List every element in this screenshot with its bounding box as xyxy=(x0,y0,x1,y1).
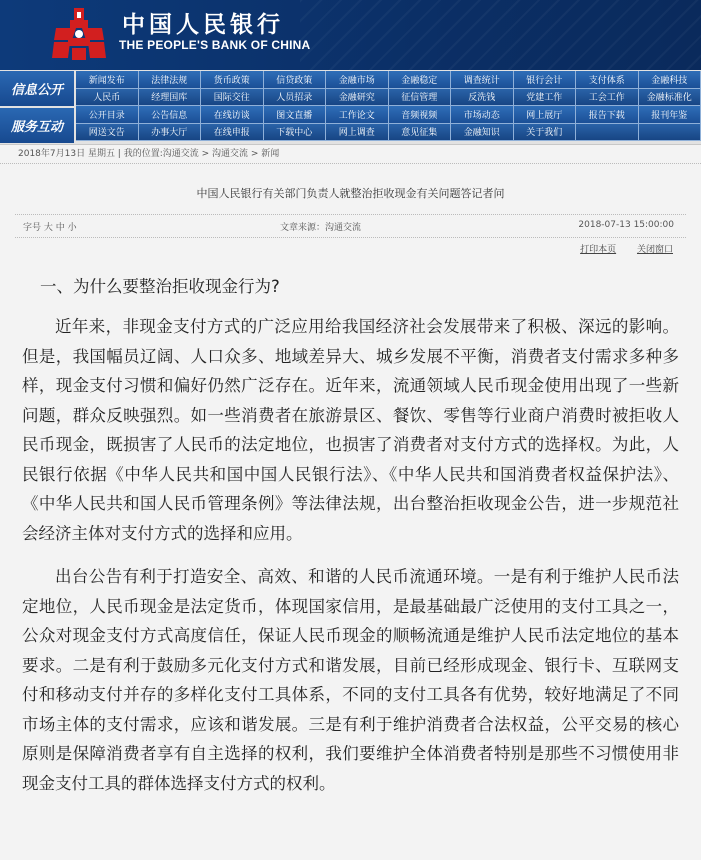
nav-item[interactable]: 经理国库 xyxy=(139,89,202,107)
nav-item[interactable]: 党建工作 xyxy=(514,89,577,107)
breadcrumb: 2018年7月13日 星期五 | 我的位置:沟通交流 > 沟通交流 > 新闻 xyxy=(0,145,701,164)
nav-item[interactable]: 反洗钱 xyxy=(451,89,514,107)
nav-item[interactable]: 支付体系 xyxy=(576,71,639,89)
nav-item[interactable]: 金融研究 xyxy=(326,89,389,107)
font-size-switcher[interactable]: 字号 大 中 小 xyxy=(23,223,77,233)
nav-item[interactable]: 新闻发布 xyxy=(76,71,139,89)
nav-item[interactable]: 信贷政策 xyxy=(264,71,327,89)
close-window-link[interactable]: 关闭窗口 xyxy=(636,245,673,255)
nav-item[interactable]: 调查统计 xyxy=(451,71,514,89)
article-datetime: 2018-07-13 15:00:00 xyxy=(578,220,674,230)
nav-item[interactable]: 意见征集 xyxy=(389,124,452,142)
nav-item[interactable]: 办事大厅 xyxy=(139,124,202,142)
article-body xyxy=(0,258,701,798)
paragraph-2: 出台公告有利于打造安全、高效、和谐的人民币流通环境。一是有利于维护人民币法定地位，人民币现金是法定货币，体现国家信用，是最基础最广泛使用的支付工具之一，公众对现金支付方式高度信任，保证人民币现金的顺畅流通是维护人民币法定地位的基本要求。二是有利于鼓励多元化支付方式和谐发展，目前已经形成现金、银行卡、互联网支付和移动支付并存的多样化支付工具体系，不同的支付工具各有优势，较好地满足了不同市场主体的支付需求，应该和谐发展。三是有利于维护消费者合法权益，公平交易的核心原则是保障消费者享有自主选择的权利，我们要维护全体消费者特别是那些不习惯使用非现金支付工具的群体选择支付方式的权利。 xyxy=(22,567,679,793)
nav-item[interactable]: 人员招录 xyxy=(264,89,327,107)
nav-item[interactable]: 网上调查 xyxy=(326,124,389,142)
nav-item[interactable]: 市场动态 xyxy=(451,106,514,124)
pboc-emblem-icon[interactable] xyxy=(50,6,108,62)
article-meta xyxy=(15,214,686,238)
nav-item[interactable]: 网上展厅 xyxy=(514,106,577,124)
nav-item[interactable]: 金融标准化 xyxy=(639,89,701,107)
article-tools xyxy=(0,242,701,258)
nav-item[interactable]: 关于我们 xyxy=(514,124,577,142)
nav-item[interactable]: 报告下载 xyxy=(576,106,639,124)
print-page-link[interactable]: 打印本页 xyxy=(580,245,617,255)
nav-item[interactable]: 银行会计 xyxy=(514,71,577,89)
nav-item[interactable]: 金融市场 xyxy=(326,71,389,89)
nav-item[interactable]: 在线访谈 xyxy=(201,106,264,124)
nav-section-service: 服务互动 xyxy=(0,108,74,143)
article-source: 文章来源：沟通交流 xyxy=(280,223,362,233)
nav-item[interactable]: 工会工作 xyxy=(576,89,639,107)
nav-grid xyxy=(76,71,701,141)
site-header xyxy=(0,0,701,70)
section-heading: 一、为什么要整治拒收现金行为? xyxy=(40,277,280,296)
nav-item[interactable]: 人民币 xyxy=(76,89,139,107)
nav-item[interactable]: 网送文告 xyxy=(76,124,139,142)
nav-item[interactable]: 下载中心 xyxy=(264,124,327,142)
article-title: 中国人民银行有关部门负责人就整治拒收现金有关问题答记者问 xyxy=(196,187,505,200)
bank-name-en[interactable]: THE PEOPLE'S BANK OF CHINA xyxy=(119,38,311,52)
nav-item[interactable]: 公告信息 xyxy=(139,106,202,124)
bank-name-cn[interactable]: 中国人民银行 xyxy=(122,11,284,38)
nav-item[interactable]: 国际交往 xyxy=(201,89,264,107)
nav-item[interactable]: 征信管理 xyxy=(389,89,452,107)
nav-item[interactable]: 在线申报 xyxy=(201,124,264,142)
nav-item xyxy=(576,124,639,142)
nav-item[interactable]: 工作论文 xyxy=(326,106,389,124)
nav-item[interactable]: 音频视频 xyxy=(389,106,452,124)
nav-item[interactable]: 金融稳定 xyxy=(389,71,452,89)
nav-item[interactable]: 法律法规 xyxy=(139,71,202,89)
header-pattern xyxy=(300,0,701,70)
nav-item[interactable]: 金融科技 xyxy=(639,71,701,89)
nav-item[interactable]: 图文直播 xyxy=(264,106,327,124)
paragraph-1: 近年来，非现金支付方式的广泛应用给我国经济社会发展带来了积极、深远的影响。但是，我国幅员辽阔、人口众多、地域差异大、城乡发展不平衡，消费者支付需求多种多样，现金支付习惯和偏好仍然广泛存在。近年来，流通领域人民币现金使用出现了一些新问题，群众反映强烈。如一些消费者在旅游景区、餐饮、零售等行业商户消费时被拒收人民币现金，既损害了人民币的法定地位，也损害了消费者对支付方式的选择权。为此，人民银行依据《中华人民共和国中国人民银行法》、《中华人民共和国消费者权益保护法》、《中华人民共和国人民币管理条例》等法律法规，出台整治拒收现金公告，进一步规范社会经济主体对支付方式的选择和应用。 xyxy=(22,317,679,543)
nav-item[interactable]: 公开目录 xyxy=(76,106,139,124)
nav-item[interactable]: 货币政策 xyxy=(201,71,264,89)
main-navigation xyxy=(0,70,701,145)
nav-section-info: 信息公开 xyxy=(0,71,74,106)
nav-item xyxy=(639,124,701,142)
nav-item[interactable]: 金融知识 xyxy=(451,124,514,142)
nav-item[interactable]: 报刊年鉴 xyxy=(639,106,701,124)
